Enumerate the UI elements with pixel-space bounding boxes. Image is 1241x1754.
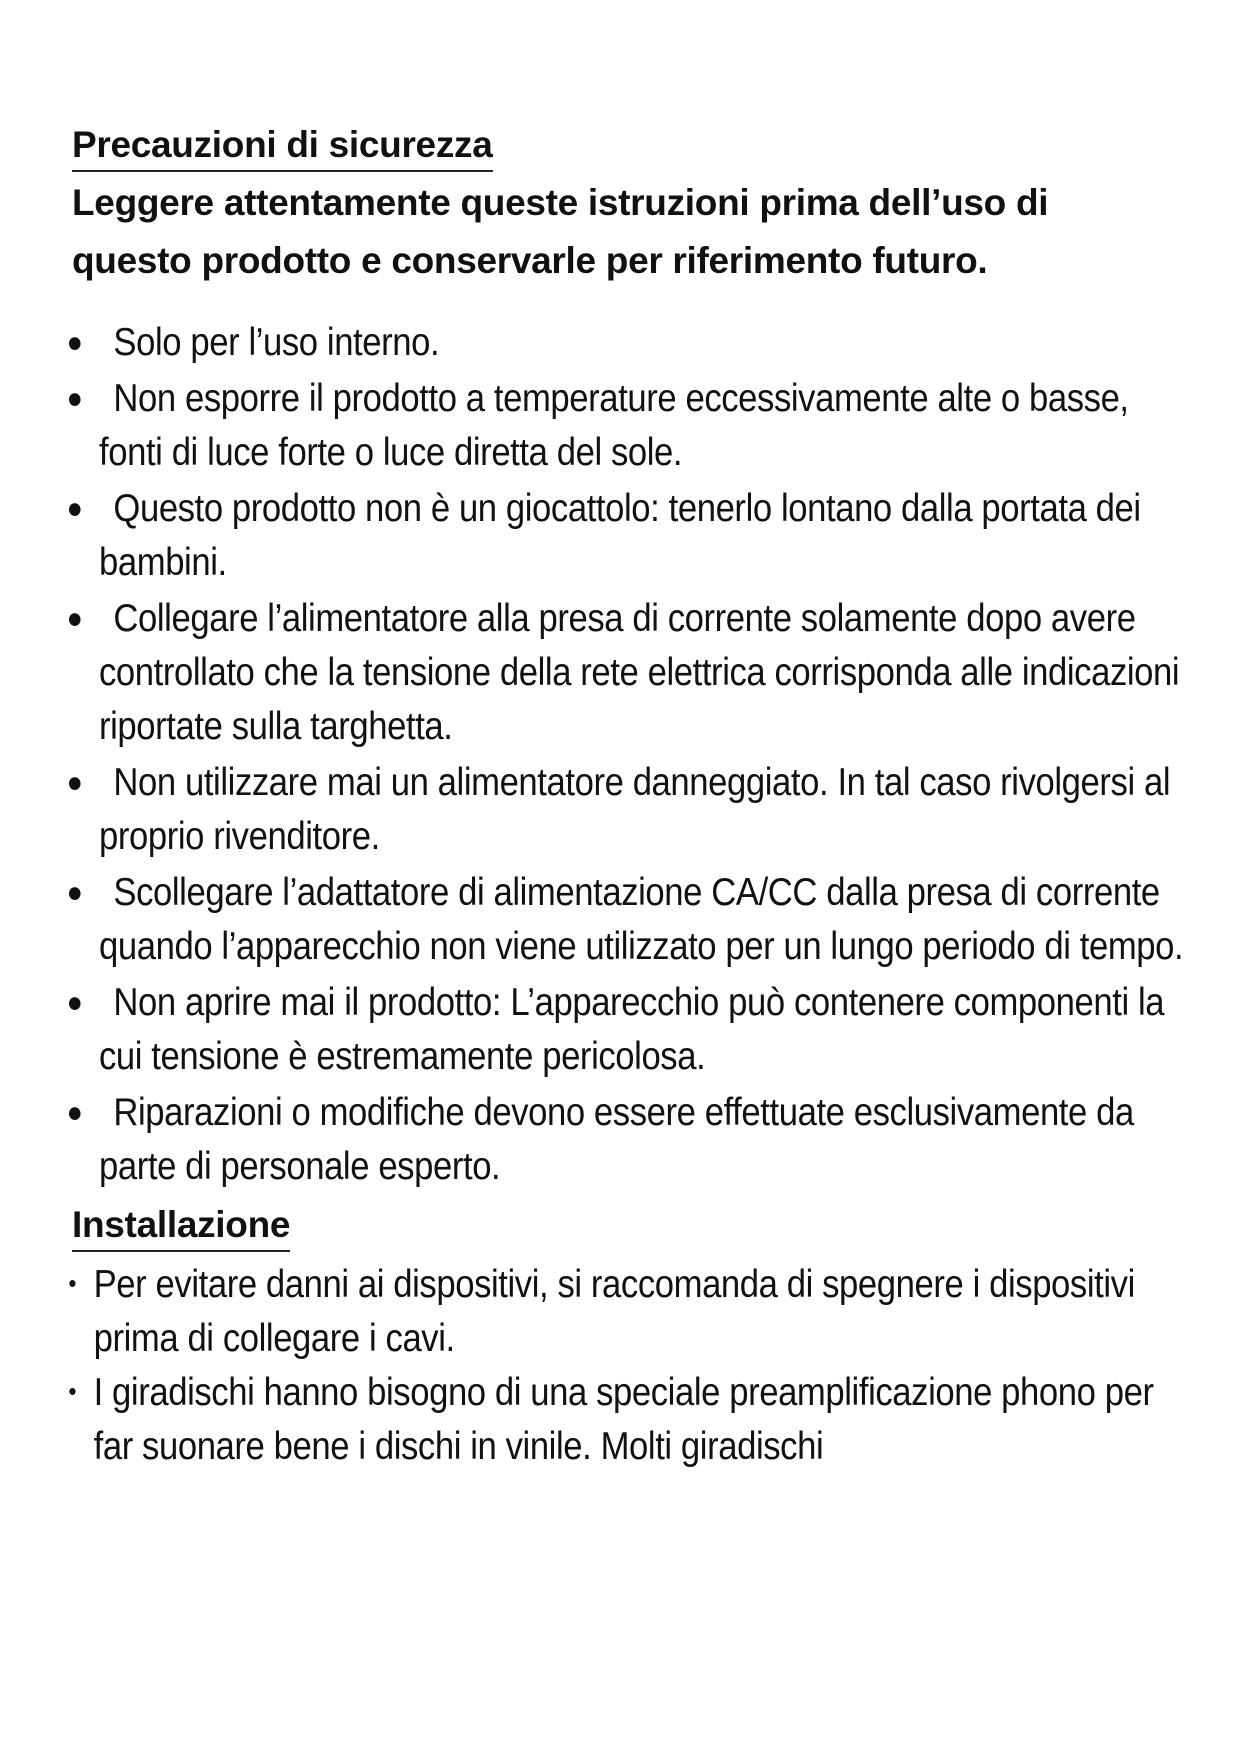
bullet-icon: ● (66, 1096, 83, 1129)
bullet-icon: ● (66, 602, 83, 635)
safety-item (66, 592, 1188, 754)
installation-item-text: I giradischi hanno bisogno di una speciale preamplificazione phono per far suonare bene i dischi in vinile. Molti giradischi (93, 1371, 1154, 1468)
installation-item-text: Per evitare danni ai dispositivi, si raccomanda di spegnere i dispositivi prima di collegare i cavi. (93, 1263, 1135, 1360)
document-page (66, 122, 1184, 1474)
safety-item (66, 316, 1188, 370)
bullet-icon: ● (66, 492, 83, 525)
installation-list (68, 1258, 1182, 1474)
installation-item (68, 1258, 1188, 1366)
installation-heading: Installazione (72, 1202, 290, 1252)
bullet-icon: ● (66, 876, 83, 909)
installation-item (68, 1366, 1188, 1474)
safety-section (66, 122, 1184, 1194)
safety-item-text: Solo per l’uso interno. (113, 321, 440, 364)
safety-item-text: Non aprire mai il prodotto: L’apparecchio può contenere componenti la cui tensione è estremamente pericolosa. (99, 981, 1165, 1078)
safety-item-text: Questo prodotto non è un giocattolo: tenerlo lontano dalla portata dei bambini. (99, 487, 1141, 584)
safety-heading: Precauzioni di sicurezza (72, 122, 493, 172)
safety-intro: Leggere attentamente queste istruzioni prima dell’uso di questo prodotto e conservarle per riferimento futuro. (72, 182, 1049, 281)
safety-item (66, 372, 1188, 480)
safety-item-text: Scollegare l’adattatore di alimentazione CA/CC dalla presa di corrente quando l’apparecchio non viene utilizzato per un lungo periodo di tempo. (99, 871, 1184, 968)
bullet-icon: ● (66, 986, 83, 1019)
bullet-icon: • (68, 1268, 77, 1298)
bullet-icon: ● (66, 766, 83, 799)
safety-item-text: Non esporre il prodotto a temperature eccessivamente alte o basse, fonti di luce forte o luce diretta del sole. (99, 377, 1129, 474)
safety-item (66, 976, 1188, 1084)
safety-item (66, 1086, 1188, 1194)
safety-item-text: Non utilizzare mai un alimentatore danneggiato. In tal caso rivolgersi al proprio rivenditore. (99, 761, 1171, 858)
safety-item-text: Collegare l’alimentatore alla presa di corrente solamente dopo avere controllato che la tensione della rete elettrica corrisponda alle indicazioni riportate sulla targhetta. (99, 597, 1180, 748)
safety-item-text: Riparazioni o modifiche devono essere effettuate esclusivamente da parte di personale esperto. (99, 1091, 1134, 1188)
safety-list (66, 316, 1184, 1194)
bullet-icon: ● (66, 382, 83, 415)
installation-section (68, 1196, 1182, 1474)
safety-item (66, 482, 1188, 590)
safety-item (66, 756, 1188, 864)
safety-item (66, 866, 1188, 974)
bullet-icon: • (68, 1376, 77, 1406)
bullet-icon: ● (66, 326, 83, 359)
